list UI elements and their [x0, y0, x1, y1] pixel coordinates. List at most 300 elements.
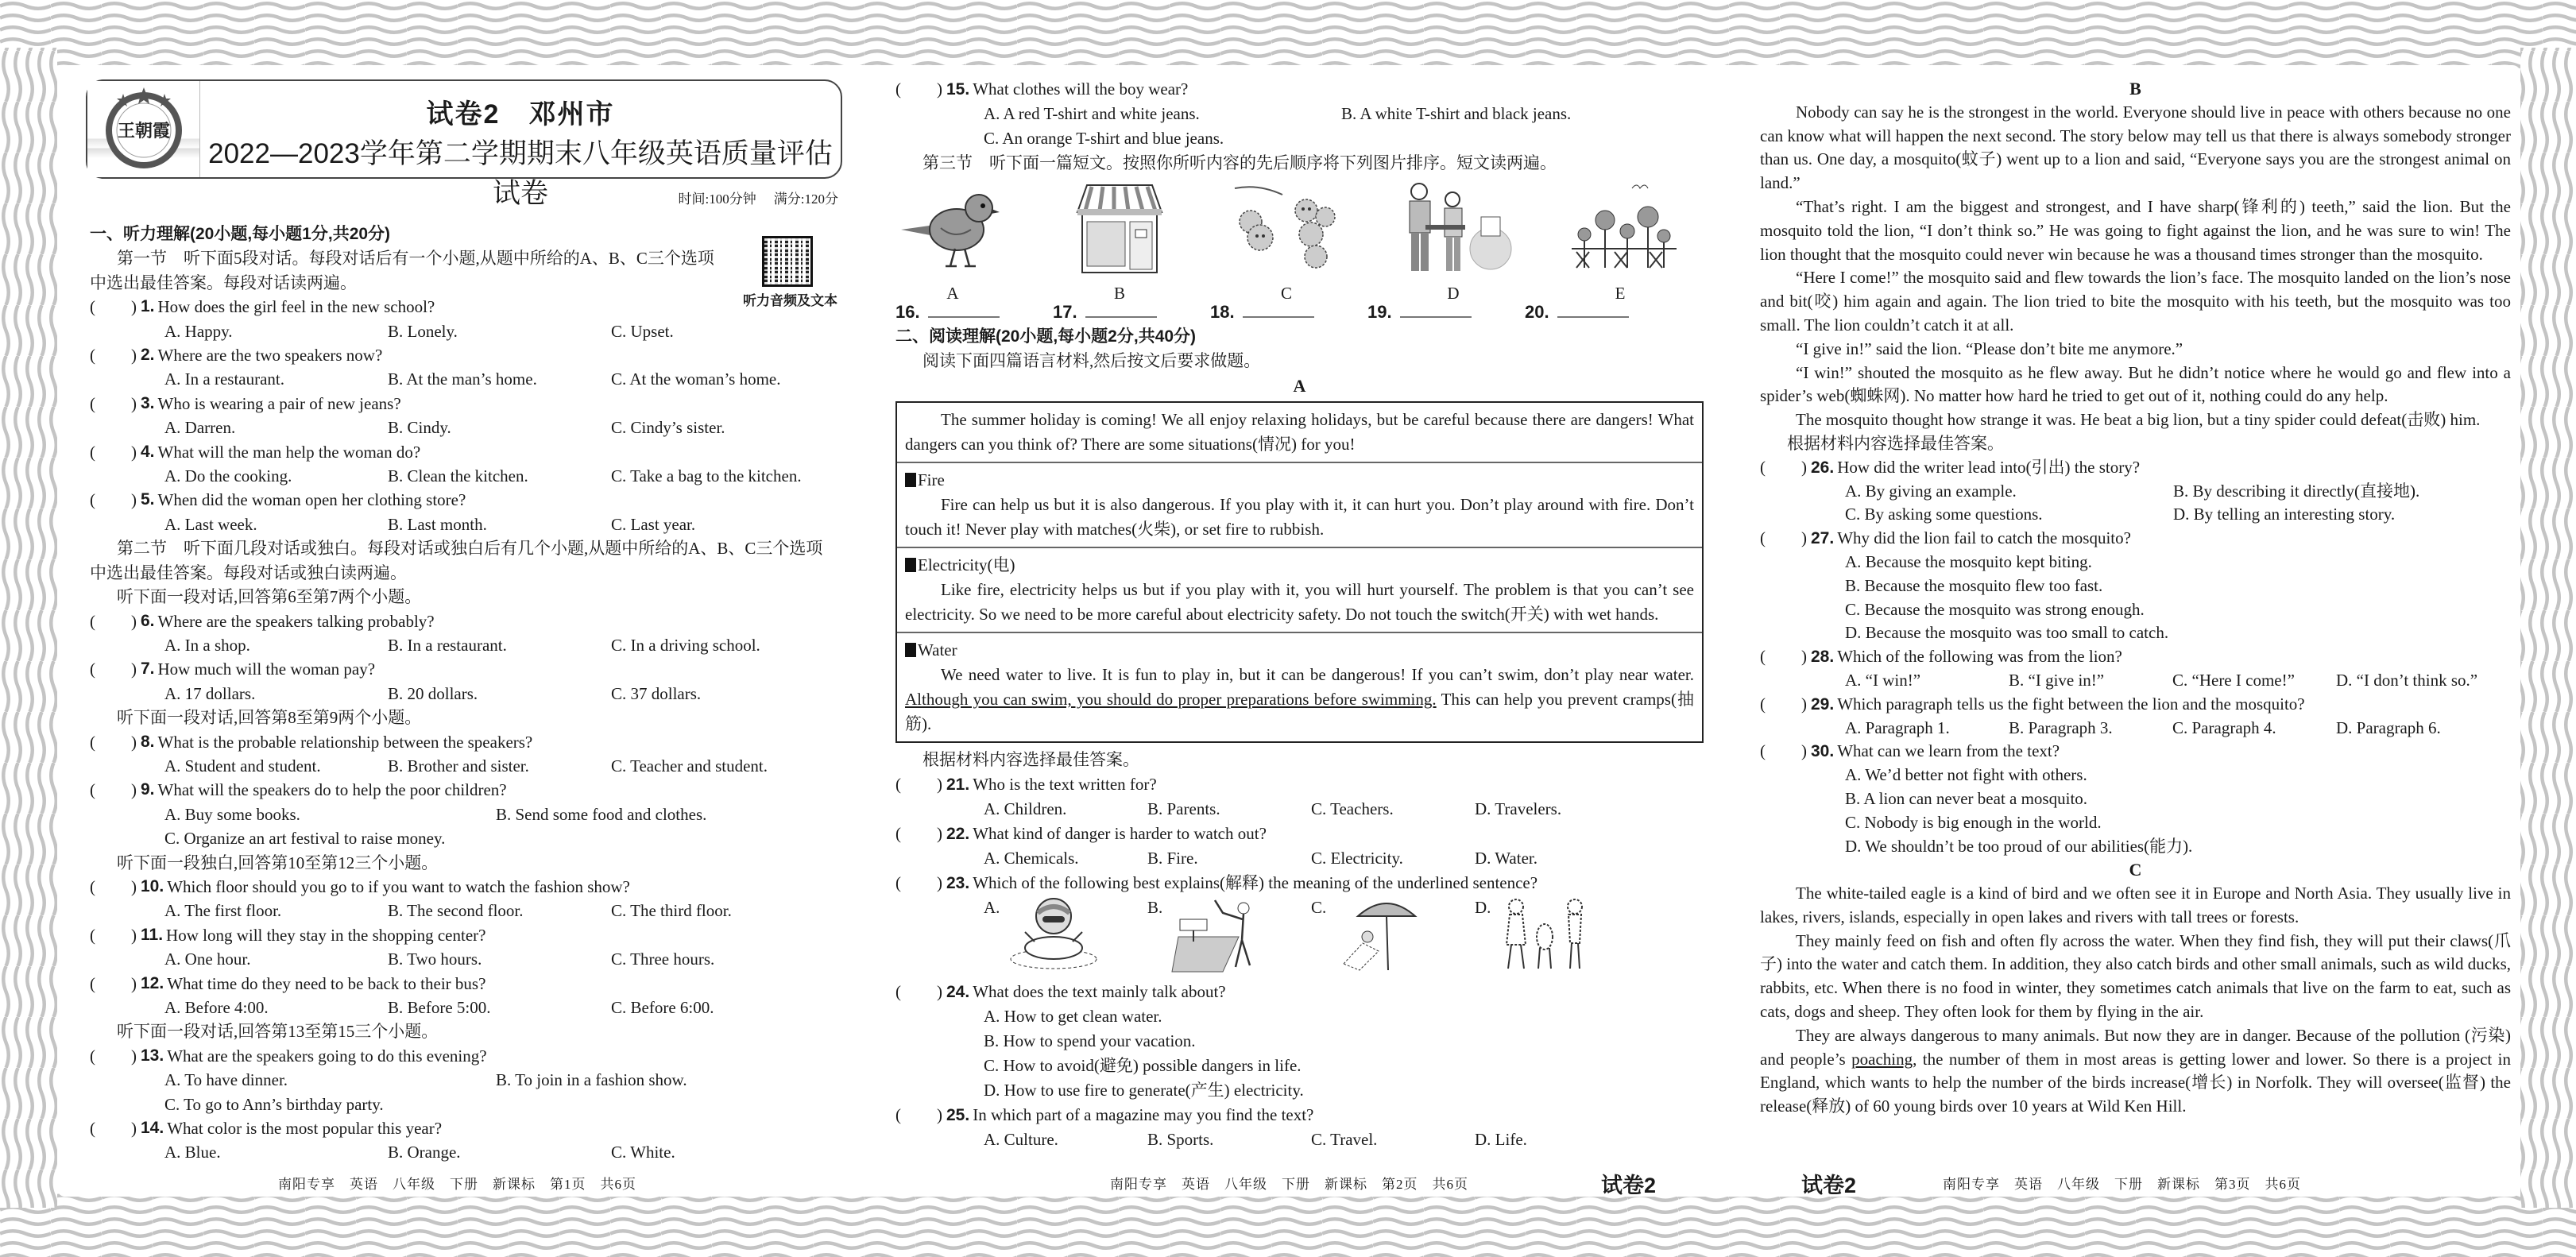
- question-number: 4.: [141, 442, 155, 461]
- publisher-logo: [87, 81, 200, 177]
- answer-blank-open: (: [90, 1046, 95, 1066]
- answer-option: B. Because the mosquito flew too fast.: [1845, 575, 2103, 595]
- answer-option: D. Paragraph 6.: [2336, 717, 2441, 737]
- text-segment: This can help you prevent cramps(抽筋).: [905, 690, 1695, 733]
- question-number: 8.: [141, 732, 155, 751]
- question-line: [90, 972, 838, 996]
- answer-option: B. Send some food and clothes.: [496, 804, 707, 824]
- picture-item: [1203, 180, 1370, 303]
- exam-subtitle: 2022—2023学年第二学期期末八年级英语质量评估试卷: [208, 138, 833, 209]
- answer-options: [90, 633, 838, 657]
- question-4: [90, 440, 838, 489]
- passage-label: B: [2129, 79, 2141, 99]
- question-9: [90, 778, 838, 850]
- answer-blank-close: ): [1801, 528, 1807, 548]
- answer-options: [90, 996, 838, 1019]
- answer-options: [90, 464, 838, 488]
- answer-blank-open: (: [90, 973, 95, 993]
- question-13: [90, 1044, 838, 1116]
- answer-option: A. Darren.: [164, 418, 236, 438]
- question-15: [895, 77, 1704, 151]
- question-text: What will the man help the woman do?: [157, 442, 421, 462]
- question-number: 25.: [946, 1106, 970, 1124]
- question-text: Which of the following was from the lion?: [1837, 647, 2122, 667]
- question-number: 12.: [141, 973, 164, 992]
- instruction-text: 听下面一段对话,回答第13至第15三个小题。: [117, 1022, 439, 1042]
- picture-option: [1147, 895, 1311, 975]
- answer-blank-close: ): [937, 775, 942, 794]
- question-3: [90, 392, 838, 440]
- answer-blank-close: ): [131, 1119, 137, 1139]
- beach-umbrella-icon: [1326, 895, 1426, 979]
- question-line: [1760, 740, 2511, 764]
- answer-blank-close: ): [1801, 457, 1807, 477]
- answer-blank-close: ): [937, 79, 942, 99]
- question-line: [90, 1116, 838, 1140]
- instruction-text: 根据材料内容选择最佳答案。: [922, 750, 1139, 769]
- answer-blank-open: (: [90, 659, 95, 679]
- answer-options: [1760, 764, 2511, 858]
- answer-blank: [1367, 300, 1525, 324]
- section-heading: 一、听力理解(20小题,每小题1分,共20分): [90, 225, 391, 243]
- question-number: 24.: [946, 983, 970, 1001]
- underlined-text: poaching: [1851, 1049, 1913, 1069]
- answer-blank-open: (: [90, 611, 95, 631]
- answer-blank-close: ): [131, 876, 137, 896]
- answer-option: B. The second floor.: [388, 901, 524, 921]
- answer-blank-close: ): [937, 824, 942, 843]
- question-28: [1760, 645, 2511, 693]
- answer-blank-close: ): [131, 659, 137, 679]
- text-segment: We need water to live. It is fun to play in, but it can be dangerous! If you can’t swim, don’t play near water.: [941, 665, 1694, 684]
- cliff-sign-icon: [1162, 895, 1263, 979]
- question-line: [90, 488, 838, 512]
- answer-option: A. Children.: [984, 799, 1067, 818]
- question-line: [895, 772, 1704, 797]
- question-text: How much will the woman pay?: [157, 659, 376, 679]
- blank-number: 17.: [1053, 302, 1077, 322]
- answer-blank-open: (: [90, 925, 95, 945]
- question-text: Why did the lion fail to catch the mosquito?: [1837, 528, 2131, 548]
- answer-blank-close: ): [131, 490, 137, 510]
- question-number: 29.: [1811, 694, 1835, 714]
- answer-option: A. Blue.: [164, 1143, 221, 1162]
- answer-blank-open: (: [1760, 457, 1766, 477]
- question-number: 9.: [141, 780, 155, 799]
- answer-blank: [895, 300, 1053, 324]
- question-number: 7.: [141, 659, 155, 679]
- answer-option: D. “I don’t think so.”: [2336, 670, 2478, 690]
- answer-options: [90, 367, 838, 391]
- answer-option: B. “I give in!”: [2009, 670, 2105, 690]
- answer-option: B. Cindy.: [388, 418, 451, 438]
- answer-option: B. Two hours.: [388, 950, 482, 969]
- passage-label: A: [1293, 376, 1306, 396]
- question-text: Where are the two speakers now?: [157, 346, 383, 365]
- answer-option: B. In a restaurant.: [388, 635, 507, 655]
- question-12: [90, 972, 838, 1020]
- question-line: [90, 343, 838, 367]
- warm-up-icon: [1491, 895, 1591, 979]
- answer-blank-close: ): [131, 925, 137, 945]
- passage-paragraph: “That’s right. I am the biggest and strongest, and I have sharp(锋利的) teeth,” said the lion. But the mosquito told the lion, “I don’t think so.” He was going to fight against the lion, and he was sure to win! The lion thought that the mosquito could never win because he was a thousand times stronger than the mosquito.: [1760, 196, 2511, 264]
- page-3-footer: 南阳专享 英语 八年级 下册 新课标 第3页 共6页: [1943, 1177, 2301, 1192]
- question-number: 13.: [141, 1046, 164, 1065]
- answer-blank-close: ): [131, 780, 137, 800]
- question-number: 6.: [141, 611, 155, 630]
- answer-options: [90, 947, 838, 971]
- question-text: Who is wearing a pair of new jeans?: [157, 393, 401, 413]
- question-text: What time do they need to be back to their bus?: [167, 973, 486, 993]
- answer-blank-open: (: [1760, 528, 1766, 548]
- question-7: [90, 657, 838, 706]
- answer-blank-close: ): [131, 442, 137, 462]
- qr-code-label: 听力音频及文本: [743, 293, 837, 308]
- page-3-paper-label: 试卷2: [1801, 1174, 1857, 1197]
- picture-row: [869, 180, 1704, 303]
- answer-option: C. The third floor.: [611, 901, 732, 921]
- underlined-text: Although you can swim, you should do proper preparations before swimming.: [905, 690, 1437, 709]
- question-23: [895, 871, 1704, 975]
- answer-blank-close: ): [131, 732, 137, 752]
- passage-paragraph: Like fire, electricity helps us but if you play with it, you will hurt yourself. The problem is that you can’t see electricity. So we need to be more careful about electricity safety. Do not touch the switch(开关) with wet hands.: [905, 580, 1694, 624]
- answer-option: B. By describing it directly(直接地).: [2173, 481, 2420, 501]
- answer-options: [895, 797, 1704, 822]
- passage-a-box: [895, 401, 1704, 743]
- answer-option: A. In a restaurant.: [164, 369, 285, 389]
- answer-blank-open: (: [895, 982, 901, 1001]
- question-number: 30.: [1811, 742, 1835, 761]
- answer-option: B. Lonely.: [388, 321, 458, 341]
- question-25: [895, 1103, 1704, 1152]
- answer-option: A. To have dinner.: [164, 1070, 288, 1090]
- answer-option: C. Organize an art festival to raise money.: [164, 829, 446, 849]
- instruction-text: 第三节 听下面一篇短文。按照你所听内容的先后顺序将下列图片排序。短文读两遍。: [922, 153, 1557, 172]
- shop-icon: [1060, 180, 1179, 281]
- answer-option: D. By telling an interesting story.: [2173, 505, 2396, 524]
- question-text: Who is the text written for?: [973, 775, 1157, 794]
- question-number: 3.: [141, 393, 155, 412]
- bird-icon: [893, 180, 1012, 281]
- answer-option: C. Travel.: [1311, 1130, 1378, 1149]
- answer-options: [1760, 669, 2511, 693]
- answer-option: C. Upset.: [611, 321, 674, 341]
- answer-option: A. Student and student.: [164, 756, 321, 775]
- answer-option: C. By asking some questions.: [1845, 505, 2043, 524]
- option-label: A.: [984, 898, 1000, 917]
- question-line: [895, 822, 1704, 846]
- answer-option: C. Electricity.: [1311, 849, 1403, 868]
- answer-option: A. In a shop.: [164, 635, 250, 655]
- answer-option: A. By giving an example.: [1845, 481, 2017, 501]
- answer-option: A. A red T-shirt and white jeans.: [984, 104, 1200, 123]
- answer-option: C. “Here I come!”: [2172, 670, 2295, 690]
- answer-option: C. An orange T-shirt and blue jeans.: [984, 129, 1224, 148]
- question-11: [90, 923, 838, 972]
- text-segment: , the number of them in most areas is getting lower and lower. So there is a project in England, which wants to help the number of the birds increase(增长) in Norfolk. They will oversee(监督) the release(释放) of 60 young birds over 10 years at Wild Ken Hill.: [1760, 1049, 2512, 1116]
- picture-option: [984, 895, 1147, 975]
- answer-option: A. Culture.: [984, 1130, 1058, 1149]
- answer-option: A. We’d better not fight with others.: [1845, 765, 2087, 785]
- question-line: [90, 295, 838, 319]
- answer-blank-open: (: [1760, 694, 1766, 714]
- question-number: 23.: [946, 874, 970, 892]
- question-text: Which of the following best explains(解释) the meaning of the underlined sentence?: [973, 873, 1538, 892]
- picture-item: [1537, 180, 1704, 303]
- passage-paragraph: They mainly feed on fish and often fly across the water. When they find fish, they will put their claws(爪子) into the water and catch them. In addition, they also catch birds and other small animals, such as wild ducks, rabbits, etc. When there is no food in winter, they sometimes catch animals that live on the farm to eat, such as cats, dogs and sheep. They often look for them by flying in the air.: [1760, 930, 2511, 1022]
- blank-line: [1400, 300, 1472, 318]
- instruction-text: 听下面一段独白,回答第10至第12三个小题。: [117, 853, 439, 872]
- question-number: 15.: [946, 80, 970, 99]
- instruction-text: 根据材料内容选择最佳答案。: [1787, 433, 2004, 453]
- answer-blank: [1053, 300, 1210, 324]
- answer-blank-close: ): [131, 346, 137, 365]
- answer-blank-open: (: [90, 346, 95, 365]
- answer-option: C. To go to Ann’s birthday party.: [164, 1094, 384, 1114]
- answer-blank-close: ): [937, 982, 942, 1001]
- question-30: [1760, 740, 2511, 858]
- blank-number: 20.: [1525, 302, 1549, 322]
- question-number: 1.: [141, 297, 155, 316]
- question-number: 11.: [141, 925, 164, 944]
- monkeys-icon: [1227, 180, 1346, 281]
- answer-blank: [1525, 300, 1682, 324]
- option-label: C.: [1311, 898, 1327, 917]
- answer-option: D. Travelers.: [1475, 799, 1562, 818]
- answer-option: C. 37 dollars.: [611, 683, 702, 703]
- answer-option: D. Because the mosquito was too small to catch.: [1845, 623, 2169, 643]
- question-22: [895, 822, 1704, 871]
- answer-blank-close: ): [937, 873, 942, 892]
- page-2-footer: 南阳专享 英语 八年级 下册 新课标 第2页 共6页: [1110, 1177, 1468, 1192]
- question-line: [90, 392, 838, 416]
- page-2-paper-label: 试卷2: [1601, 1174, 1657, 1197]
- answer-option: B. Last month.: [388, 514, 487, 534]
- option-label: B.: [1147, 898, 1163, 917]
- answer-option: A. How to get clean water.: [984, 1007, 1162, 1026]
- page-2-column: [895, 77, 1704, 1152]
- question-line: [90, 440, 838, 464]
- question-line: [1760, 645, 2511, 669]
- question-number: 10.: [141, 876, 164, 895]
- picture-label: B: [1113, 284, 1125, 303]
- question-text: What kind of danger is harder to watch out?: [973, 824, 1267, 843]
- answer-option: A. Chemicals.: [984, 849, 1079, 868]
- passage-paragraph: The white-tailed eagle is a kind of bird and we often see it in Europe and North Asia. They usually live in lakes, rivers, islands, especially in open lakes and rivers with tall trees or forests.: [1760, 884, 2511, 926]
- question-text: Which paragraph tells us the fight between the lion and the mosquito?: [1837, 694, 2305, 714]
- answer-options: [90, 899, 838, 922]
- instruction-text: 听下面一段对话,回答第6至第7两个小题。: [117, 587, 422, 607]
- passage-a-section: [897, 547, 1702, 632]
- answer-option: B. At the man’s home.: [388, 369, 537, 389]
- answer-blank-close: ): [1801, 694, 1807, 714]
- answer-blank-open: (: [90, 780, 95, 800]
- question-8: [90, 730, 838, 779]
- question-5: [90, 488, 838, 536]
- answer-blank-open: (: [895, 775, 901, 794]
- answer-option: B. Paragraph 3.: [2009, 717, 2113, 737]
- question-line: [90, 730, 838, 754]
- answer-blank-open: (: [1760, 741, 1766, 761]
- answer-blank-open: (: [895, 873, 901, 892]
- answer-option: D. How to use fire to generate(产生) electricity.: [984, 1081, 1304, 1100]
- passage-paragraph: The summer holiday is coming! We all enjoy relaxing holidays, but be careful because there are dangers! What dangers can you think of? There are some situations(情况) for you!: [905, 410, 1694, 454]
- answer-option: C. Teachers.: [1311, 799, 1394, 818]
- answer-option: A. 17 dollars.: [164, 683, 256, 703]
- passage-paragraph: Fire can help us but it is also dangerous. If you play with it, it can hurt you. Don’t play around with fire. Don’t touch it! Never play with matches(火柴), or set fire to rubbish.: [905, 495, 1694, 539]
- question-number: 14.: [141, 1119, 164, 1138]
- answer-option: C. Last year.: [611, 514, 696, 534]
- instruction-text: 第二节 听下面几段对话或独白。每段对话或独白后有几个小题,从题中所给的A、B、C三个选项中选出最佳答案。每段对话或独白读两遍。: [90, 539, 823, 582]
- answer-blank-close: ): [131, 393, 137, 413]
- answer-options: [90, 1068, 838, 1116]
- answer-options: [90, 1140, 838, 1164]
- answer-option: B. Brother and sister.: [388, 756, 529, 775]
- answer-options: [90, 319, 838, 343]
- answer-option: C. Before 6:00.: [611, 998, 714, 1017]
- answer-option: B. To join in a fashion show.: [496, 1070, 687, 1090]
- answer-blank-open: (: [1760, 647, 1766, 667]
- question-text: When did the woman open her clothing store?: [157, 490, 466, 510]
- question-text: Where are the speakers talking probably?: [157, 611, 435, 631]
- answer-options: [1760, 551, 2511, 645]
- answer-option: C. At the woman’s home.: [611, 369, 781, 389]
- answer-option: C. Cindy’s sister.: [611, 418, 725, 438]
- passage-paragraph: “I give in!” said the lion. “Please don’t bite me anymore.”: [1796, 338, 2183, 358]
- answer-option: C. Paragraph 4.: [2172, 717, 2276, 737]
- passage-paragraph: The mosquito thought how strange it was. He beat a big lion, but a tiny spider could defeat(击败) him.: [1796, 410, 2481, 430]
- question-number: 22.: [946, 825, 970, 843]
- answer-option: B. A lion can never beat a mosquito.: [1845, 788, 2088, 808]
- question-27: [1760, 527, 2511, 645]
- answer-option: A. Buy some books.: [164, 804, 300, 824]
- question-number: 27.: [1811, 529, 1835, 548]
- answer-options: [895, 102, 1704, 151]
- section-heading: Fire: [905, 468, 1694, 493]
- answer-blank: [1210, 300, 1367, 324]
- question-14: [90, 1116, 838, 1165]
- answer-option: A. The first floor.: [164, 901, 282, 921]
- answer-option: B. Orange.: [388, 1143, 461, 1162]
- question-number: 21.: [946, 775, 970, 794]
- question-line: [90, 923, 838, 947]
- exam-title: 试卷2 邓州市: [426, 99, 615, 130]
- answer-option: C. Take a bag to the kitchen.: [611, 466, 802, 486]
- passage-paragraph: [1760, 1024, 2511, 1119]
- blank-number: 19.: [1367, 302, 1392, 322]
- answer-blank-open: (: [90, 1119, 95, 1139]
- answer-option: B. Sports.: [1147, 1130, 1214, 1149]
- picture-option: [1311, 895, 1475, 975]
- answer-option: D. Water.: [1475, 849, 1537, 868]
- answer-options: [90, 416, 838, 439]
- question-text: Which floor should you go to if you want to watch the fashion show?: [167, 876, 630, 896]
- passage-label: C: [2129, 860, 2142, 880]
- instruction-text: 第一节 听下面5段对话。每段对话后有一个小题,从题中所给的A、B、C三个选项中选出最佳答案。每段对话读两遍。: [90, 249, 714, 292]
- question-29: [1760, 693, 2511, 741]
- answer-options: [90, 512, 838, 536]
- passage-paragraph: Nobody can say he is the strongest in the world. Everyone should live in peace with others because no one can know what will happen the next second. The story below may tell us that there is always somebody stronger than us. One day, a mosquito(蚊子) went up to a lion and said, “Everyone says you are the strongest animal on land.”: [1760, 102, 2511, 193]
- passage-a-section: [897, 632, 1702, 741]
- time-limit: 时间:100分钟: [678, 191, 756, 207]
- answer-option: A. “I win!”: [1845, 670, 1921, 690]
- section-heading: 二、阅读理解(20小题,每小题2分,共40分): [895, 327, 1197, 346]
- answer-blank-open: (: [90, 297, 95, 317]
- picture-options: [895, 895, 1704, 975]
- question-2: [90, 343, 838, 392]
- question-text: How did the writer lead into(引出) the story?: [1837, 457, 2141, 477]
- answer-option: C. In a driving school.: [611, 635, 760, 655]
- answer-option: A. Because the mosquito kept biting.: [1845, 551, 2092, 571]
- question-text: What are the speakers going to do this evening?: [167, 1046, 487, 1066]
- instruction-text: 听下面一段对话,回答第8至第9两个小题。: [117, 708, 422, 728]
- question-text: What will the speakers do to help the poor children?: [157, 780, 507, 800]
- blank-number: 16.: [895, 302, 920, 322]
- picture-label: A: [946, 284, 959, 303]
- answer-blank-close: ): [131, 973, 137, 993]
- logo-lettering: 王朝霞: [117, 121, 171, 141]
- answer-option: C. Three hours.: [611, 950, 715, 969]
- option-label: D.: [1475, 898, 1491, 917]
- answer-blank-open: (: [90, 393, 95, 413]
- answer-options: [1760, 717, 2511, 741]
- answer-option: A. One hour.: [164, 950, 251, 969]
- answer-blank-open: (: [90, 442, 95, 462]
- question-text: What can we learn from the text?: [1837, 741, 2060, 761]
- question-line: [1760, 527, 2511, 551]
- question-line: [1760, 456, 2511, 480]
- question-26: [1760, 456, 2511, 527]
- question-line: [90, 657, 838, 681]
- question-10: [90, 875, 838, 923]
- question-text: How long will they stay in the shopping center?: [166, 925, 486, 945]
- answer-option: B. How to spend your vacation.: [984, 1031, 1196, 1050]
- question-24: [895, 980, 1704, 1103]
- answer-option: A. Do the cooking.: [164, 466, 292, 486]
- question-line: [90, 1044, 838, 1068]
- flowers-icon: [1561, 180, 1680, 281]
- answer-option: B. Fire.: [1147, 849, 1198, 868]
- answer-option: B. A white T-shirt and black jeans.: [1341, 104, 1572, 123]
- answer-blank-close: ): [937, 1105, 942, 1124]
- answer-blank-close: ): [131, 1046, 137, 1066]
- answer-options: [895, 1004, 1704, 1103]
- question-21: [895, 772, 1704, 822]
- answer-options: [90, 682, 838, 706]
- answer-options: [895, 846, 1704, 871]
- picture-label: C: [1280, 284, 1292, 303]
- page-1-footer: 南阳专享 英语 八年级 下册 新课标 第1页 共6页: [278, 1177, 636, 1192]
- question-1: [90, 295, 838, 343]
- question-line: [895, 871, 1704, 895]
- answer-option: C. Because the mosquito was strong enough.: [1845, 599, 2145, 619]
- answer-blank-open: (: [90, 490, 95, 510]
- answer-option: C. Teacher and student.: [611, 756, 768, 775]
- question-text: What is the probable relationship between the speakers?: [157, 732, 533, 752]
- answer-option: B. Clean the kitchen.: [388, 466, 528, 486]
- question-text: What does the text mainly talk about?: [973, 982, 1226, 1001]
- answer-blank-open: (: [90, 876, 95, 896]
- answer-option: C. White.: [611, 1143, 675, 1162]
- picture-label: D: [1447, 284, 1460, 303]
- question-text: What clothes will the boy wear?: [973, 79, 1189, 99]
- answer-blank-open: (: [895, 79, 901, 99]
- picture-item: [1370, 180, 1537, 303]
- page-1-column: [90, 222, 838, 1165]
- picture-label: E: [1615, 284, 1626, 303]
- answer-blank-open: (: [895, 824, 901, 843]
- answer-blank-open: (: [895, 1105, 901, 1124]
